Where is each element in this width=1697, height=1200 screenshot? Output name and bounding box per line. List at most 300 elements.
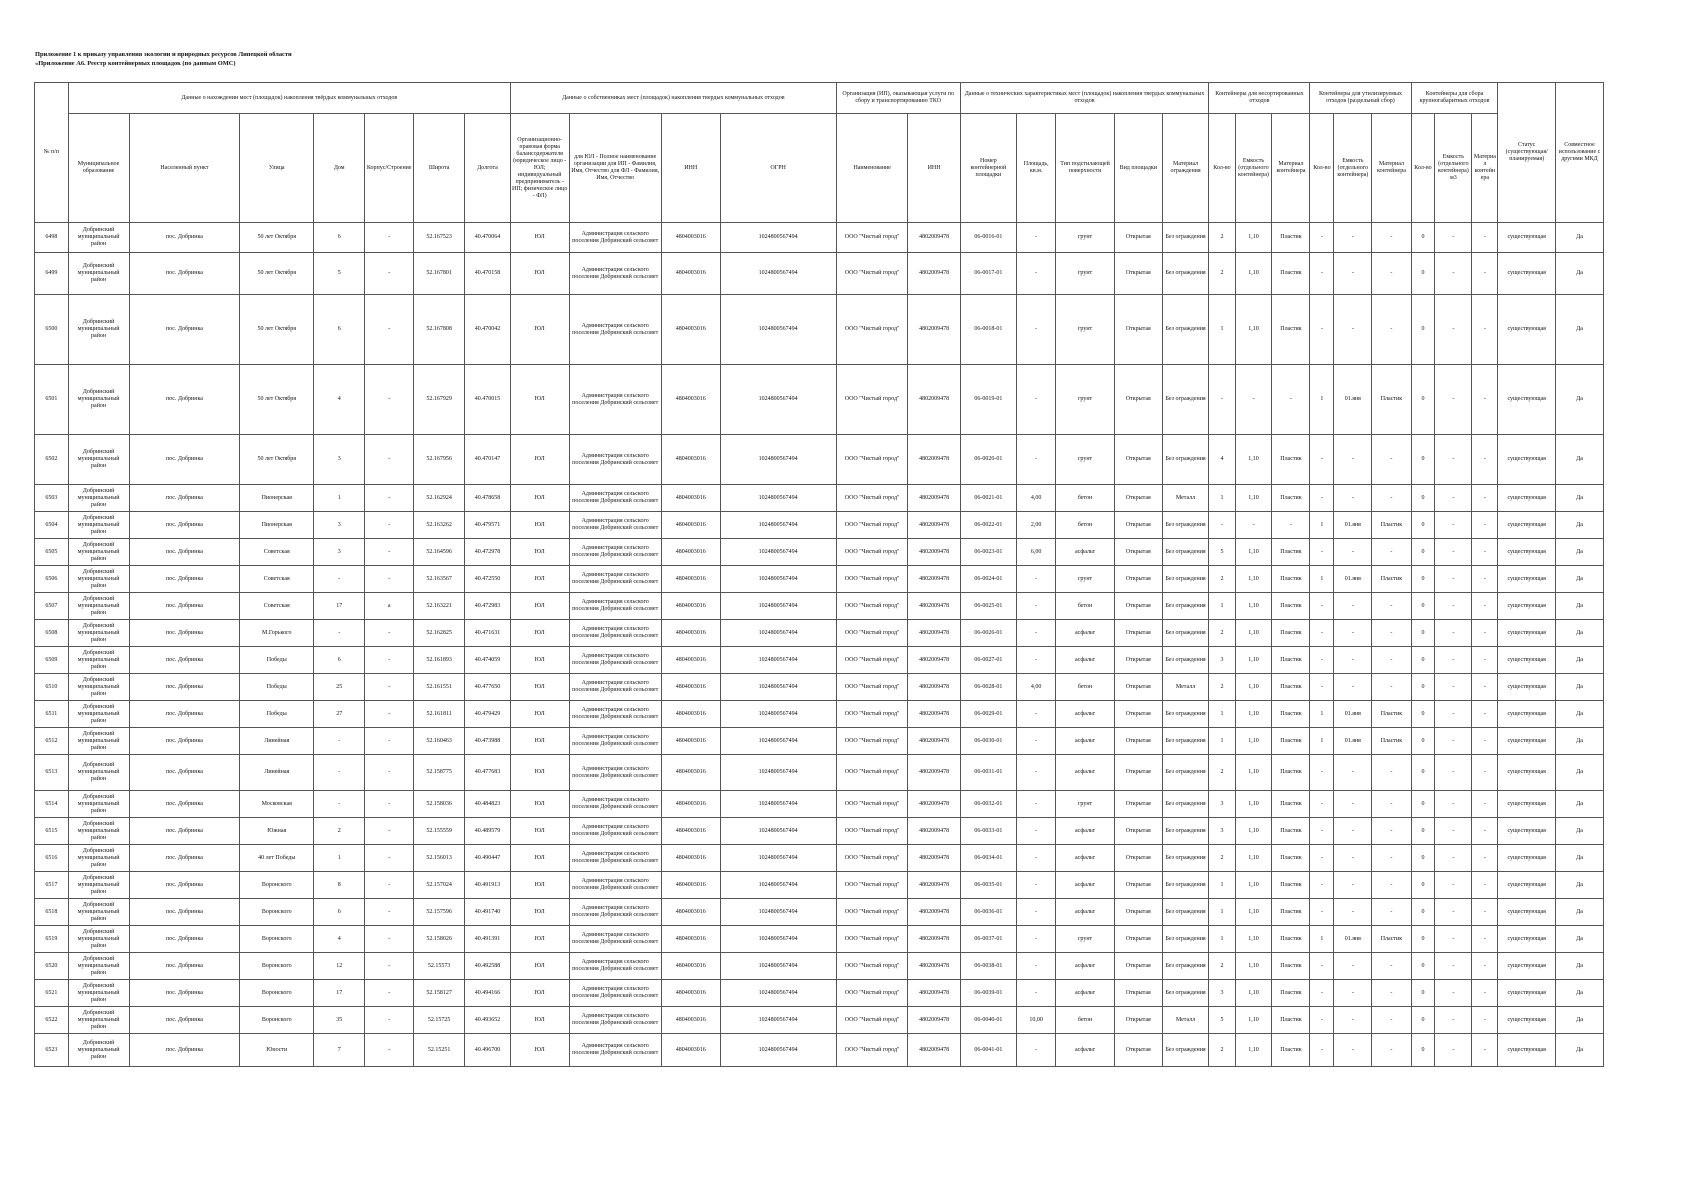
cell-house: 12 (314, 953, 365, 980)
cell-surface: асфальт (1056, 980, 1115, 1007)
cell-bulky-capacity: - (1435, 435, 1472, 485)
cell-area: - (1017, 295, 1056, 365)
cell-recycled-capacity: 01.янв (1334, 512, 1372, 539)
col-legal-form: Организационно-правовая форма балансодержателя (юридическое лицо - ЮЛ; индивидуальный предприниматель - ИП; физическое лицо - ФЛ) (510, 114, 569, 223)
cell-unsorted-capacity: 1,10 (1235, 1034, 1272, 1067)
cell-recycled-material: - (1372, 485, 1411, 512)
cell-recycled-capacity: 01.янв (1334, 728, 1372, 755)
cell-longitude: 40.470042 (465, 295, 511, 365)
cell-settlement: пос. Добринка (129, 1034, 240, 1067)
cell-recycled-capacity: - (1334, 980, 1372, 1007)
cell-unsorted-count: 3 (1209, 647, 1235, 674)
cell-unsorted-capacity: 1,10 (1235, 223, 1272, 253)
cell-status: существующая (1498, 512, 1556, 539)
cell-operator-name: ООО "Чистый город" (836, 755, 908, 791)
cell-owner-inn: 4804003016 (661, 899, 720, 926)
cell-owner-inn: 4804003016 (661, 1034, 720, 1067)
cell-surface: бетон (1056, 1007, 1115, 1034)
cell-municipality: Добринский муниципальный район (68, 295, 129, 365)
cell-legal-form: ЮЛ (510, 899, 569, 926)
cell-recycled-material: - (1372, 620, 1411, 647)
cell-shared: Да (1555, 980, 1603, 1007)
cell-legal-form: ЮЛ (510, 701, 569, 728)
cell-operator-name: ООО "Чистый город" (836, 1007, 908, 1034)
cell-latitude: 52.163262 (414, 512, 465, 539)
cell-recycled-material: Пластик (1372, 512, 1411, 539)
cell-shared: Да (1555, 1007, 1603, 1034)
cell-legal-form: ЮЛ (510, 253, 569, 295)
cell-unsorted-material: Пластик (1272, 755, 1310, 791)
cell-fence-material: Без ограждения (1162, 512, 1209, 539)
cell-latitude: 52.163221 (414, 593, 465, 620)
cell-bulky-material: - (1472, 899, 1498, 926)
cell-owner-ogrn: 1024800567494 (720, 435, 836, 485)
cell-street: Победы (240, 701, 314, 728)
cell-fence-material: Без ограждения (1162, 223, 1209, 253)
cell-recycled-capacity: 01.янв (1334, 566, 1372, 593)
cell-row-number: 6502 (35, 435, 69, 485)
cell-site-type: Открытая (1114, 1034, 1162, 1067)
cell-surface: асфальт (1056, 872, 1115, 899)
col-bulky-material: Материал контейнера (1472, 114, 1498, 223)
cell-status: существующая (1498, 953, 1556, 980)
cell-recycled-material: Пластик (1372, 566, 1411, 593)
cell-site-type: Открытая (1114, 485, 1162, 512)
cell-area: - (1017, 872, 1056, 899)
cell-legal-form: ЮЛ (510, 223, 569, 253)
cell-site-type: Открытая (1114, 818, 1162, 845)
cell-street: М.Горького (240, 620, 314, 647)
cell-street: Победы (240, 647, 314, 674)
cell-site-number: 06-0038-01 (960, 953, 1016, 980)
cell-bulky-capacity: - (1435, 1034, 1472, 1067)
col-bulky-capacity: Емкость (отдельного контейнера) м3 (1435, 114, 1472, 223)
cell-street: Пионерская (240, 512, 314, 539)
cell-surface: грунт (1056, 295, 1115, 365)
cell-settlement: пос. Добринка (129, 253, 240, 295)
cell-shared: Да (1555, 253, 1603, 295)
cell-site-number: 06-0016-01 (960, 223, 1016, 253)
cell-recycled-capacity: - (1334, 593, 1372, 620)
cell-bulky-material: - (1472, 435, 1498, 485)
cell-row-number: 6511 (35, 701, 69, 728)
cell-surface: асфальт (1056, 899, 1115, 926)
cell-status: существующая (1498, 674, 1556, 701)
cell-bulky-capacity: - (1435, 539, 1472, 566)
cell-surface: асфальт (1056, 647, 1115, 674)
cell-status: существующая (1498, 845, 1556, 872)
cell-recycled-capacity: - (1334, 620, 1372, 647)
cell-longitude: 40.479429 (465, 701, 511, 728)
cell-surface: асфальт (1056, 701, 1115, 728)
cell-surface: асфальт (1056, 1034, 1115, 1067)
cell-longitude: 40.472983 (465, 593, 511, 620)
cell-unsorted-material: Пластик (1272, 701, 1310, 728)
cell-site-type: Открытая (1114, 755, 1162, 791)
col-owner-name: для ЮЛ - Полное наименование организации для ИП - Фамилия, Имя, Отчество для ФЛ - Фамилия, Имя, Отчество (569, 114, 661, 223)
cell-unsorted-count: 2 (1209, 223, 1235, 253)
cell-legal-form: ЮЛ (510, 1034, 569, 1067)
cell-owner-name: Администрация сельского поселения Добринский сельсовет (569, 755, 661, 791)
cell-municipality: Добринский муниципальный район (68, 435, 129, 485)
cell-bulky-count: 0 (1411, 620, 1435, 647)
cell-owner-name: Администрация сельского поселения Добринский сельсовет (569, 253, 661, 295)
cell-owner-inn: 4804003016 (661, 295, 720, 365)
cell-unsorted-material: Пластик (1272, 980, 1310, 1007)
cell-owner-name: Администрация сельского поселения Добринский сельсовет (569, 953, 661, 980)
cell-unsorted-capacity: 1,10 (1235, 899, 1272, 926)
cell-bulky-material: - (1472, 701, 1498, 728)
cell-surface: грунт (1056, 253, 1115, 295)
cell-bulky-count: 0 (1411, 647, 1435, 674)
col-longitude: Долгота (465, 114, 511, 223)
cell-bulky-material: - (1472, 872, 1498, 899)
cell-site-number: 06-0023-01 (960, 539, 1016, 566)
cell-bulky-material: - (1472, 980, 1498, 1007)
cell-site-number: 06-0040-01 (960, 1007, 1016, 1034)
cell-owner-name: Администрация сельского поселения Добринский сельсовет (569, 791, 661, 818)
cell-legal-form: ЮЛ (510, 755, 569, 791)
cell-unsorted-material: Пластик (1272, 295, 1310, 365)
col-bulky-count: Кол-во (1411, 114, 1435, 223)
cell-latitude: 52.162825 (414, 620, 465, 647)
table-row (35, 791, 1604, 818)
cell-unsorted-material: Пластик (1272, 435, 1310, 485)
cell-unsorted-material: Пластик (1272, 1034, 1310, 1067)
cell-unsorted-material: Пластик (1272, 620, 1310, 647)
cell-recycled-material: - (1372, 1007, 1411, 1034)
cell-unsorted-material: Пластик (1272, 253, 1310, 295)
cell-settlement: пос. Добринка (129, 566, 240, 593)
cell-shared: Да (1555, 674, 1603, 701)
cell-unsorted-count: 2 (1209, 953, 1235, 980)
cell-building: - (365, 791, 414, 818)
cell-shared: Да (1555, 818, 1603, 845)
cell-owner-name: Администрация сельского поселения Добринский сельсовет (569, 223, 661, 253)
cell-bulky-capacity: - (1435, 818, 1472, 845)
cell-legal-form: ЮЛ (510, 435, 569, 485)
cell-site-number: 06-0030-01 (960, 728, 1016, 755)
cell-unsorted-capacity: 1,10 (1235, 435, 1272, 485)
cell-owner-name: Администрация сельского поселения Добринский сельсовет (569, 593, 661, 620)
cell-recycled-material: - (1372, 539, 1411, 566)
cell-owner-ogrn: 1024800567494 (720, 755, 836, 791)
cell-unsorted-count: 2 (1209, 755, 1235, 791)
cell-bulky-count: 0 (1411, 674, 1435, 701)
cell-row-number: 6510 (35, 674, 69, 701)
cell-recycled-count: - (1310, 620, 1334, 647)
cell-fence-material: Без ограждения (1162, 701, 1209, 728)
cell-building: - (365, 223, 414, 253)
cell-owner-name: Администрация сельского поселения Добринский сельсовет (569, 1007, 661, 1034)
cell-operator-name: ООО "Чистый город" (836, 872, 908, 899)
col-street: Улица (240, 114, 314, 223)
cell-recycled-material: - (1372, 818, 1411, 845)
cell-surface: грунт (1056, 926, 1115, 953)
cell-owner-inn: 4804003016 (661, 253, 720, 295)
cell-shared: Да (1555, 223, 1603, 253)
cell-owner-ogrn: 1024800567494 (720, 701, 836, 728)
cell-shared: Да (1555, 295, 1603, 365)
cell-settlement: пос. Добринка (129, 791, 240, 818)
cell-operator-name: ООО "Чистый город" (836, 593, 908, 620)
cell-owner-ogrn: 1024800567494 (720, 818, 836, 845)
cell-house: 4 (314, 365, 365, 435)
cell-surface: бетон (1056, 593, 1115, 620)
cell-latitude: 52.167523 (414, 223, 465, 253)
cell-recycled-material: Пластик (1372, 701, 1411, 728)
cell-legal-form: ЮЛ (510, 728, 569, 755)
cell-surface: бетон (1056, 674, 1115, 701)
cell-owner-inn: 4804003016 (661, 755, 720, 791)
cell-bulky-capacity: - (1435, 365, 1472, 435)
cell-settlement: пос. Добринка (129, 593, 240, 620)
cell-owner-inn: 4804003016 (661, 539, 720, 566)
cell-unsorted-capacity: 1,10 (1235, 701, 1272, 728)
col-unsorted-material: Материал контейнера (1272, 114, 1310, 223)
cell-row-number: 6517 (35, 872, 69, 899)
cell-unsorted-capacity: 1,10 (1235, 539, 1272, 566)
cell-operator-inn: 4802009478 (908, 365, 960, 435)
cell-site-type: Открытая (1114, 365, 1162, 435)
cell-settlement: пос. Добринка (129, 845, 240, 872)
cell-bulky-material: - (1472, 728, 1498, 755)
cell-bulky-capacity: - (1435, 593, 1472, 620)
cell-site-number: 06-0033-01 (960, 818, 1016, 845)
cell-operator-inn: 4802009478 (908, 1007, 960, 1034)
cell-municipality: Добринский муниципальный район (68, 701, 129, 728)
cell-building: - (365, 728, 414, 755)
cell-bulky-capacity: - (1435, 512, 1472, 539)
cell-recycled-material: - (1372, 435, 1411, 485)
cell-owner-ogrn: 1024800567494 (720, 566, 836, 593)
cell-recycled-capacity: - (1334, 674, 1372, 701)
cell-latitude: 52.163567 (414, 566, 465, 593)
cell-street: Воронского (240, 953, 314, 980)
cell-recycled-count: - (1310, 845, 1334, 872)
cell-unsorted-count: 5 (1209, 539, 1235, 566)
cell-recycled-count: 1 (1310, 365, 1334, 435)
cell-operator-inn: 4802009478 (908, 818, 960, 845)
cell-recycled-capacity: - (1334, 818, 1372, 845)
cell-shared: Да (1555, 755, 1603, 791)
cell-unsorted-count: 1 (1209, 485, 1235, 512)
cell-latitude: 52.15573 (414, 953, 465, 980)
cell-settlement: пос. Добринка (129, 701, 240, 728)
cell-area: - (1017, 566, 1056, 593)
cell-surface: асфальт (1056, 818, 1115, 845)
cell-shared: Да (1555, 872, 1603, 899)
cell-recycled-material: - (1372, 593, 1411, 620)
cell-operator-inn: 4802009478 (908, 701, 960, 728)
cell-house: 1 (314, 845, 365, 872)
cell-bulky-material: - (1472, 512, 1498, 539)
cell-settlement: пос. Добринка (129, 980, 240, 1007)
cell-unsorted-count: 1 (1209, 701, 1235, 728)
cell-bulky-count: 0 (1411, 435, 1435, 485)
cell-unsorted-capacity: 1,10 (1235, 818, 1272, 845)
cell-municipality: Добринский муниципальный район (68, 365, 129, 435)
cell-unsorted-capacity: 1,10 (1235, 791, 1272, 818)
cell-shared: Да (1555, 728, 1603, 755)
cell-operator-name: ООО "Чистый город" (836, 512, 908, 539)
cell-house: - (314, 566, 365, 593)
cell-operator-inn: 4802009478 (908, 512, 960, 539)
cell-unsorted-capacity: 1,10 (1235, 674, 1272, 701)
cell-owner-ogrn: 1024800567494 (720, 791, 836, 818)
cell-row-number: 6513 (35, 755, 69, 791)
table-row (35, 647, 1604, 674)
cell-municipality: Добринский муниципальный район (68, 818, 129, 845)
cell-latitude: 52.161893 (414, 647, 465, 674)
cell-recycled-capacity: - (1334, 845, 1372, 872)
cell-latitude: 52.167956 (414, 435, 465, 485)
cell-status: существующая (1498, 365, 1556, 435)
cell-owner-name: Администрация сельского поселения Добринский сельсовет (569, 512, 661, 539)
cell-unsorted-material: Пластик (1272, 872, 1310, 899)
cell-site-type: Открытая (1114, 223, 1162, 253)
cell-street: Линейная (240, 728, 314, 755)
cell-recycled-capacity: - (1334, 791, 1372, 818)
cell-bulky-count: 0 (1411, 980, 1435, 1007)
group-location: Данные о нахождении мест (площадок) накопления твёрдых коммунальных отходов (68, 83, 510, 114)
cell-owner-inn: 4804003016 (661, 791, 720, 818)
table-row (35, 593, 1604, 620)
cell-bulky-material: - (1472, 620, 1498, 647)
cell-operator-name: ООО "Чистый город" (836, 435, 908, 485)
cell-bulky-material: - (1472, 953, 1498, 980)
cell-bulky-count: 0 (1411, 791, 1435, 818)
cell-building: - (365, 953, 414, 980)
table-row (35, 295, 1604, 365)
cell-shared: Да (1555, 845, 1603, 872)
cell-owner-name: Администрация сельского поселения Добринский сельсовет (569, 674, 661, 701)
cell-legal-form: ЮЛ (510, 980, 569, 1007)
col-settlement: Населенный пункт (129, 114, 240, 223)
cell-row-number: 6522 (35, 1007, 69, 1034)
cell-recycled-capacity: - (1334, 435, 1372, 485)
cell-operator-inn: 4802009478 (908, 926, 960, 953)
cell-latitude: 52.160463 (414, 728, 465, 755)
col-operator-name: Наименование (836, 114, 908, 223)
cell-street: 50 лет Октября (240, 253, 314, 295)
cell-municipality: Добринский муниципальный район (68, 755, 129, 791)
cell-surface: грунт (1056, 435, 1115, 485)
cell-latitude: 52.161811 (414, 701, 465, 728)
cell-area: - (1017, 755, 1056, 791)
cell-longitude: 40.493652 (465, 1007, 511, 1034)
table-row (35, 953, 1604, 980)
cell-recycled-material: - (1372, 647, 1411, 674)
cell-status: существующая (1498, 818, 1556, 845)
cell-owner-name: Администрация сельского поселения Добринский сельсовет (569, 365, 661, 435)
cell-unsorted-count: 1 (1209, 593, 1235, 620)
cell-shared: Да (1555, 791, 1603, 818)
cell-area: - (1017, 899, 1056, 926)
cell-site-number: 06-0041-01 (960, 1034, 1016, 1067)
cell-surface: асфальт (1056, 728, 1115, 755)
group-recycled-containers: Контейнеры для утилизируемых отходов (раздельный сбор) (1310, 83, 1411, 114)
cell-bulky-count: 0 (1411, 701, 1435, 728)
cell-owner-inn: 4804003016 (661, 485, 720, 512)
cell-owner-inn: 4804003016 (661, 980, 720, 1007)
cell-bulky-material: - (1472, 818, 1498, 845)
cell-bulky-material: - (1472, 365, 1498, 435)
cell-recycled-count: - (1310, 253, 1334, 295)
table-row (35, 674, 1604, 701)
cell-row-number: 6505 (35, 539, 69, 566)
cell-municipality: Добринский муниципальный район (68, 647, 129, 674)
table-row (35, 899, 1604, 926)
cell-street: Советская (240, 566, 314, 593)
cell-operator-inn: 4802009478 (908, 845, 960, 872)
cell-shared: Да (1555, 365, 1603, 435)
cell-site-number: 06-0022-01 (960, 512, 1016, 539)
cell-building: а (365, 593, 414, 620)
cell-operator-inn: 4802009478 (908, 755, 960, 791)
heading-line-1: Приложение 1 к приказу управления экологии и природных ресурсов Липецкой области (35, 51, 292, 58)
cell-row-number: 6519 (35, 926, 69, 953)
cell-municipality: Добринский муниципальный район (68, 539, 129, 566)
cell-owner-ogrn: 1024800567494 (720, 295, 836, 365)
cell-area: 2,00 (1017, 512, 1056, 539)
cell-bulky-count: 0 (1411, 593, 1435, 620)
cell-site-number: 06-0029-01 (960, 701, 1016, 728)
table-row (35, 365, 1604, 435)
cell-street: Линейная (240, 755, 314, 791)
cell-fence-material: Без ограждения (1162, 647, 1209, 674)
cell-shared: Да (1555, 953, 1603, 980)
cell-site-number: 06-0034-01 (960, 845, 1016, 872)
cell-bulky-count: 0 (1411, 845, 1435, 872)
cell-longitude: 40.473988 (465, 728, 511, 755)
cell-row-number: 6503 (35, 485, 69, 512)
cell-unsorted-capacity: - (1235, 512, 1272, 539)
cell-owner-name: Администрация сельского поселения Добринский сельсовет (569, 485, 661, 512)
cell-settlement: пос. Добринка (129, 1007, 240, 1034)
cell-unsorted-count: 1 (1209, 728, 1235, 755)
cell-operator-inn: 4802009478 (908, 647, 960, 674)
cell-latitude: 52.161551 (414, 674, 465, 701)
col-site-number: Номер контейнерной площадки (960, 114, 1016, 223)
cell-status: существующая (1498, 435, 1556, 485)
header-column-row (35, 114, 1604, 223)
cell-site-type: Открытая (1114, 647, 1162, 674)
cell-unsorted-count: 1 (1209, 872, 1235, 899)
cell-site-type: Открытая (1114, 435, 1162, 485)
cell-street: Воронского (240, 980, 314, 1007)
table-row (35, 755, 1604, 791)
cell-bulky-material: - (1472, 845, 1498, 872)
cell-unsorted-material: Пластик (1272, 674, 1310, 701)
cell-owner-name: Администрация сельского поселения Добринский сельсовет (569, 728, 661, 755)
cell-house: 7 (314, 1034, 365, 1067)
cell-latitude: 52.167929 (414, 365, 465, 435)
cell-unsorted-capacity: 1,10 (1235, 647, 1272, 674)
cell-latitude: 52.162924 (414, 485, 465, 512)
cell-owner-inn: 4804003016 (661, 566, 720, 593)
cell-bulky-count: 0 (1411, 253, 1435, 295)
cell-site-number: 06-0024-01 (960, 566, 1016, 593)
cell-legal-form: ЮЛ (510, 485, 569, 512)
cell-status: существующая (1498, 1034, 1556, 1067)
cell-recycled-material: - (1372, 295, 1411, 365)
cell-house: 8 (314, 872, 365, 899)
cell-unsorted-material: Пластик (1272, 953, 1310, 980)
cell-unsorted-capacity: - (1235, 365, 1272, 435)
cell-building: - (365, 253, 414, 295)
cell-longitude: 40.490447 (465, 845, 511, 872)
